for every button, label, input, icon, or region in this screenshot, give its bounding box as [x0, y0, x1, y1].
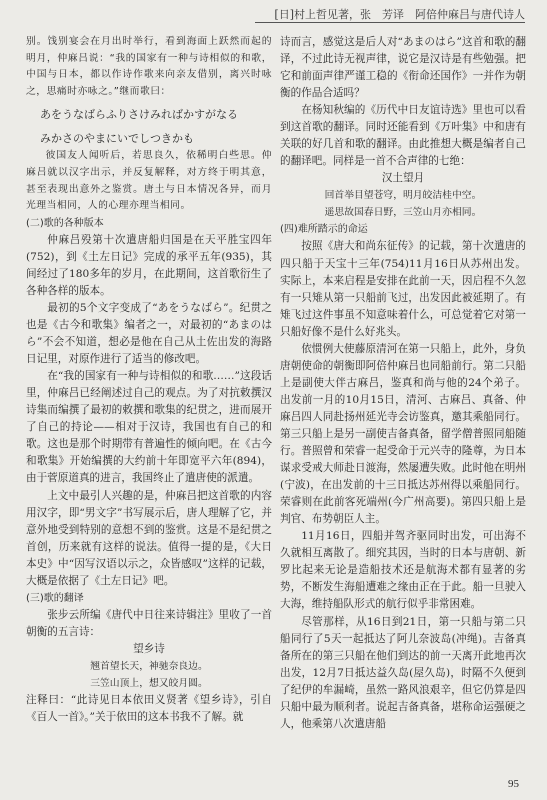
paragraph: 别。饯别宴会在月出时举行，看到海面上跃然而起的明月，仲麻吕说：“我的国家有一种与诗相似的和歌，中国与日本，都以作诗作歌来向亲友借别，离兴时咏之，思痛时亦咏之。”继而歌曰：	[26, 36, 272, 97]
poem-line: 遥思故国春日野，三笠山月亦相同。	[324, 207, 482, 219]
paragraph: 11月16日，四船并驾齐驱同时出发，可出海不久就相互离散了。细究其因，当时的日本与唐朝、新罗比起来无论是造船技术还是航海术都有显著的劣势，不断发生海船遭难之缘由正在于此。船一旦驶入大海，维持船队形式的航行似乎非常困难。	[280, 530, 526, 611]
poem-title: 望乡诗	[133, 642, 165, 655]
left-column	[26, 34, 272, 726]
poem-line: 回首举目望苍穹，明月皎洁桂中空。	[324, 190, 482, 202]
paragraph: 上文中最引人兴趣的是，仲麻吕把这首歌的内容用汉字，即“男文字”书写展示后，唐人理解了它，并意外地受到特别的意想不到的鉴赏。这是不是纪贯之首创，历来就有这样的说法。值得一提的是，《大日本史》中“因写汉语以示之，众皆感叹”这样的记载，大概是依据了《土左日记》吧。	[26, 489, 272, 587]
paragraph: 在杨知秋编的《历代中日友谊诗选》里也可以看到这首歌的翻译。同时还能看到《万叶集》中和唐有关联的好几首和歌的翻译。由此推想大概是编者自己的翻译吧。同样是一首不合声律的七绝：	[280, 104, 526, 168]
paragraph: 仲麻吕殁第十次遣唐船归国是在天平胜宝四年(752)，到《土左日记》完成的承平五年(935)，其间经过了180多年的岁月，在此期间，这首歌衍生了各种各样的版本。	[26, 233, 272, 297]
poem-line: 三笠山顶上，想又皎月圆。	[90, 677, 208, 689]
paragraph: 最初的5个文字变成了“あをうなばら”。纪贯之也是《古今和歌集》编者之一，对最初的“あまのはら”不会不知道，想必是他在自己从土佐出发的海路日记里，对原作进行了适当的修改吧。	[26, 301, 272, 366]
japanese-poem-line: あをうなばらふりさけみればかすがなる	[40, 108, 238, 122]
poem-line: 翘首望长天，神驰奈良边。	[90, 660, 208, 672]
section-heading: (二)歌的各种版本	[26, 217, 104, 229]
paragraph: 依惯例大使藤原清河在第一只船上，此外，身负唐朝使命的朝衡即阿倍仲麻吕也同船前行。第二只船上是副使大伴古麻吕，鉴真和尚与他的24个弟子。出发前一月的10月15日，清河、古麻吕、真备、仲麻吕四人同赴扬州延光寺会访鉴真，邀其乘船同行。第三只船上是另一副使吉备真备，留学僧普照同船随行。普照曾和荣睿一起受命于元兴寺的隆尊，为日本谋求受戒大师赴日渡海，然屡遭失败。此时他在明州(宁波)，在出发前的十三日抵达苏州得以乘船同行。荣睿则在此前客死端州(今广州高要)。第四只船上是判官、布势朝臣人主。	[280, 342, 526, 526]
poem-title: 汉土望月	[381, 172, 425, 185]
paragraph: 按照《唐大和尚东征传》的记载，第十次遣唐的四只船于天宝十三年(754)11月16日从苏州出发。实际上，本来启程是安排在此前一天，因启程不久忽有一只雉从第一只船前飞过，出发因此被延期了。有雉飞过这件事虽不知意味着什么，可总觉着它对第一只船好像不是什么好兆头。	[280, 240, 526, 338]
japanese-poem-line: みかさのやまにいでしつきかも	[40, 132, 194, 146]
running-header: [日]村上哲见著，张 芳译 阿倍仲麻吕与唐代诗人	[274, 8, 525, 21]
section-heading: (三)歌的翻译	[26, 592, 84, 604]
paragraph: 尽管那样，从16日到21日，第一只船与第二只船同行了5天一起抵达了阿儿奈波岛(冲绳)。吉备真备所在的第三只船在他们到达的前一天离开此地再次出发，12月7日抵达益久岛(屋久岛)，时隔不久便到了纪伊的牟漏崎，虽然一路风浪艰辛，但它仍算是四只船中最为顺利者。说起吉备真备，堪称命运强硬之人，他乘第八次遣唐船	[280, 615, 526, 730]
section-heading: (四)难所踏示的命运	[280, 224, 368, 236]
header-rule	[255, 22, 525, 23]
paragraph: 注释曰：“此诗见日本依田义贤著《望乡诗》，引自《百人一首》。”关于依田的这本书我不了解。就	[26, 693, 272, 724]
paragraph: 张步云所编《唐代中日往来诗辑注》里收了一首朝衡的五言诗：	[26, 608, 272, 638]
paragraph: 彼国友人闻听后，若思良久，依稀明白些思。仲麻吕就以汉字出示，并反复解释，对方终于明其意，甚至表现出意外之鉴赏。唐土与日本情况各异，而月光理当相同，人的心理亦理当相同。	[26, 150, 272, 212]
paragraph: 诗而言，感觉这是后人对“あまのはら”这首和歌的翻译，不过此诗无视声律，说它是汉诗是有些勉强。把它和前面声律严谨工稳的《衔命还国作》一并作为朝衡的作品合适吗？	[280, 36, 526, 100]
right-column	[280, 34, 526, 733]
page-number: 95	[508, 778, 519, 790]
paragraph: 在“我的国家有一种与诗相似的和歌……”这段话里，仲麻吕已经阐述过自己的观点。为了对抗敕撰汉诗集而编撰了最初的敕撰和歌集的纪贯之，进而展开了自己的持论——相对于汉诗，我国也有自己的和歌。这也是那个时期带有普遍性的倾向吧。在《古今和歌集》开始编撰的大约前十年即宽平六年(894)，由于菅原道真的进言，我国终止了遣唐使的派遣。	[26, 370, 272, 485]
